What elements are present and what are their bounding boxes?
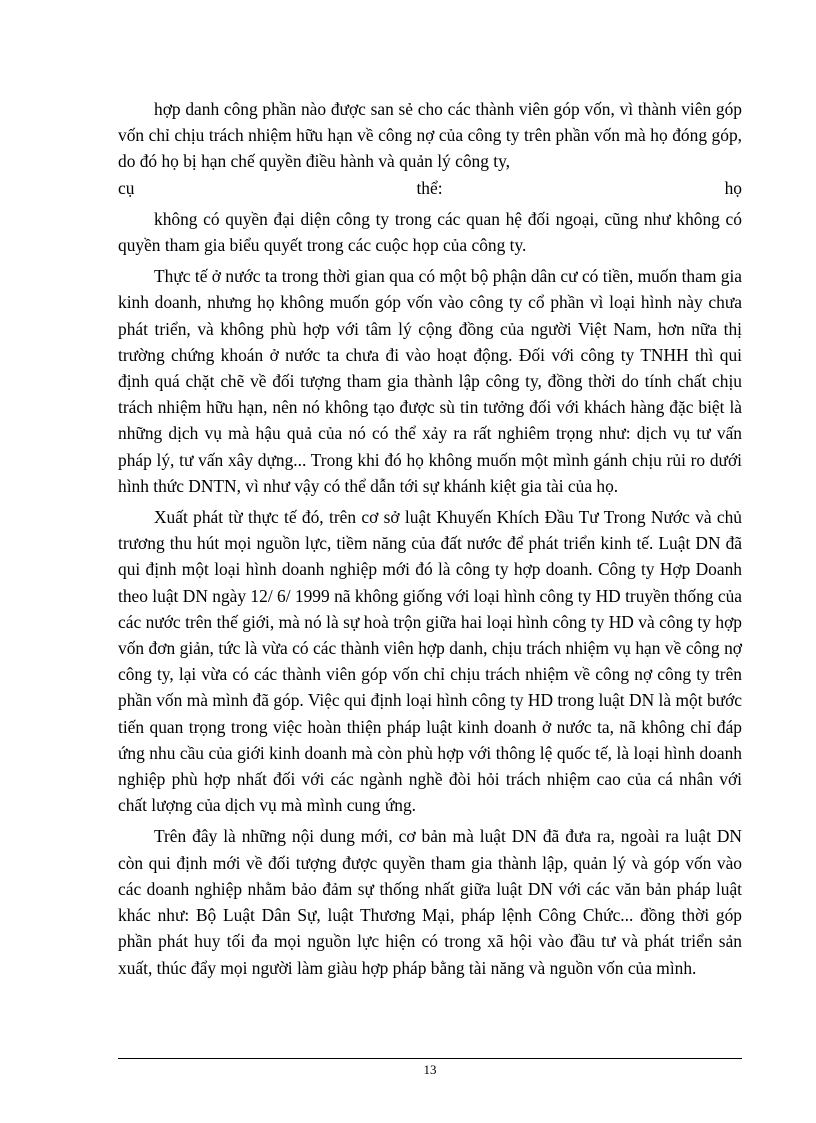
paragraph-2-line-2: không có quyền tham gia biểu quyết trong các cuộc họp của công ty.: [118, 208, 742, 256]
paragraph-1-line-2: viên góp vốn chỉ chịu trách nhiệm hữu hạn về công nợ của công ty trên phần: [118, 99, 743, 146]
spread-word-2: thể:: [416, 177, 443, 198]
spread-word-1: cụ: [118, 177, 135, 198]
paragraph-3: Thực tế ở nước ta trong thời gian qua có một bộ phận dân cư có tiền, muốn tham gia kinh doanh, nhưng họ không muốn góp vốn vào công ty cổ phần vì loại hình này chưa phát triển, và không phù hợp với tâm lý cộng đồng của người Việt Nam, hơn nữa thị trường chứng khoán ở nước ta chưa đi vào hoạt động. Đối với công ty TNHH thì qui định quá chặt chẽ về đối tượng tham gia thành lập công ty, đồng thời do tính chất chịu trách nhiệm hữu hạn, nên nó không tạo được sù tin tưởng đối với khách hàng đặc biệt là những dịch vụ mà hậu quả của nó có thể xảy ra rất nghiêm trọng như: dịch vụ tư vấn pháp lý, tư vấn xây dựng... Trong khi đó họ không muốn một mình gánh chịu rủi ro dưới hình thức DNTN, vì như vậy có thể dẫn tới sự khánh kiệt gia tài của họ.: [118, 266, 742, 496]
paragraph-1-spread-line: [118, 175, 742, 201]
spread-word-3: họ: [724, 177, 742, 198]
paragraph-2-line-1: không có quyền đại diện công ty trong các quan hệ đối ngoại, cũng như: [154, 208, 671, 229]
paragraph-1-line-3: vốn mà họ đóng góp, do đó họ bị hạn chế quyền điều hành và quản lý công ty,: [118, 125, 742, 172]
paragraph-4: Xuất phát từ thực tế đó, trên cơ sở luật Khuyến Khích Đầu Tư Trong Nước và chủ trương thu hút mọi nguồn lực, tiềm năng của đất nước để phát triển kinh tế. Luật DN đã qui định một loại hình doanh nghiệp mới đó là công ty hợp doanh. Công ty Hợp Doanh theo luật DN ngày 12/ 6/ 1999 nã không giống với loại hình công ty HD truyền thống của các nước trên thế giới, mà nó là sự hoà trộn giữa hai loại hình công ty HD và công ty hợp vốn đơn giản, tức là vừa có các thành viên hợp danh, chịu trách nhiệm vụ hạn về công nợ công ty, lại vừa có các thành viên góp vốn chỉ chịu trách nhiệm về công nợ công ty trên phần vốn mà mình đã góp. Việc qui định loại hình công ty HD trong luật DN là một bước tiến quan trọng trong việc hoàn thiện pháp luật kinh doanh ở nước ta, nã không chỉ đáp ứng nhu cầu của giới kinh doanh mà còn phù hợp với thông lệ quốc tế, là loại hình doanh nghiệp phù hợp nhất đối với các ngành nghề đòi hỏi trách nhiệm cao của cá nhân với chất lượng của dịch vụ mà mình cung ứng.: [118, 507, 742, 816]
paragraph-1: [118, 96, 742, 175]
paragraph-2: [118, 206, 742, 258]
page-number: 13: [423, 1062, 437, 1077]
document-body: [118, 96, 742, 981]
paragraph-1-line-1: hợp danh công phần nào được san sẻ cho các thành viên góp vốn, vì thành: [154, 99, 677, 119]
footer-divider: [118, 1058, 742, 1059]
paragraph-5: Trên đây là những nội dung mới, cơ bản mà luật DN đã đưa ra, ngoài ra luật DN còn qui định mới về đối tượng được quyền tham gia thành lập, quản lý và góp vốn vào các doanh nghiệp nhằm bảo đảm sự thống nhất giữa luật DN với các văn bản pháp luật khác như: Bộ Luật Dân Sự, luật Thương Mại, pháp lệnh Công Chức... đồng thời góp phần phát huy tối đa mọi nguồn lực hiện có trong xã hội vào đầu tư và phát triển sản xuất, thúc đẩy mọi người làm giàu hợp pháp bằng tài năng và nguồn vốn của mình.: [118, 826, 742, 978]
